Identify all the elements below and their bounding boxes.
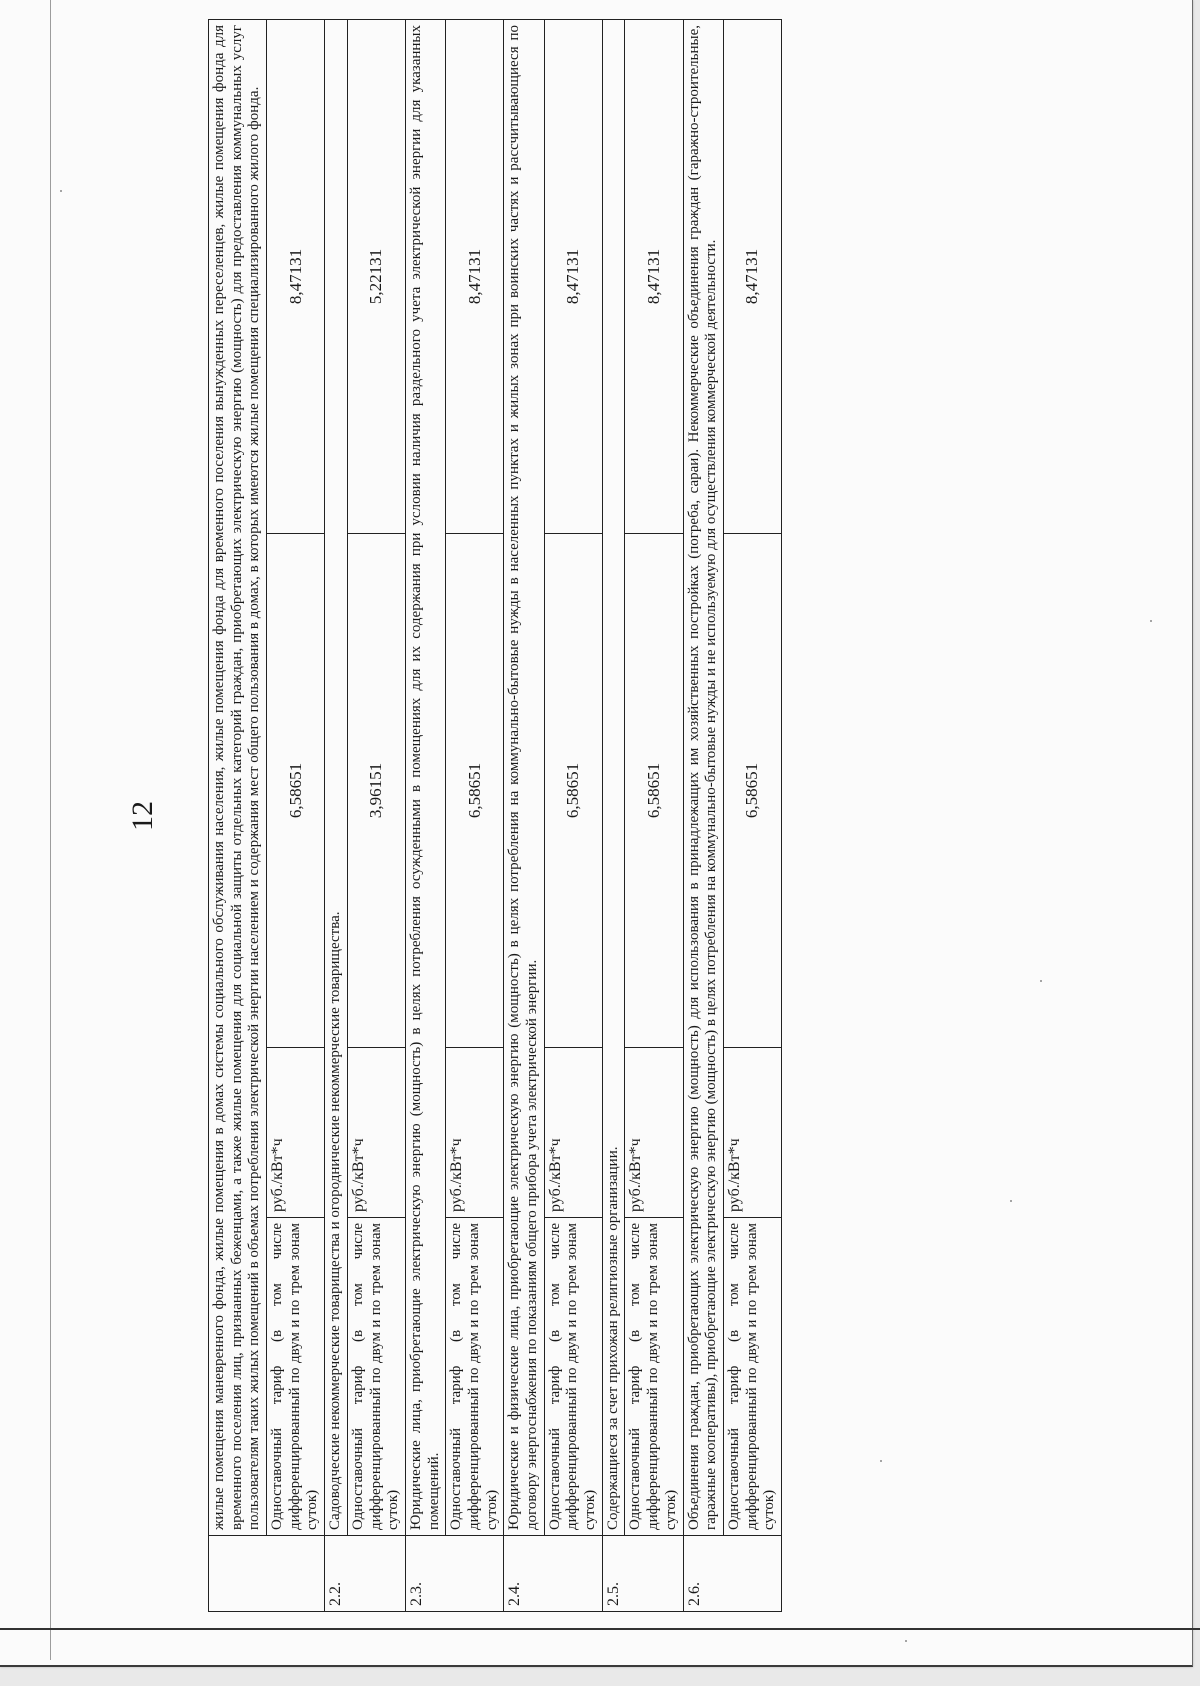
table-row [405,19,445,1611]
row-number: 2.4. [504,1536,602,1612]
unit-label: руб./кВт*ч [267,1048,325,1218]
tariff-value-first-half: 6,58651 [544,534,602,1048]
tariff-value-first-half: 6,58651 [625,534,683,1048]
row-number: 2.2. [325,1536,406,1612]
row-description: жилые помещения маневренного фонда, жилые помещения в домах системы социального обслуживания населения, жилые помещения фонда для временного поселения вынужденных переселенцев, жилые помещения фонда для временного поселения лиц, признанных беженцами, а также жилые помещения для социальной защиты отдельных категорий граждан, приобретающих электрическую энергию (мощность) для предоставления коммунальных услуг пользователям таких жилых помещений в объемах потребления электрической энергии населением и содержания мест общего пользования в домах, в которых имеются жилые помещения специализированного жилого фонда. [209,19,267,1535]
unit-label: руб./кВт*ч [347,1048,405,1218]
row-description: Юридические лица, приобретающие электрическую энергию (мощность) в целях потребления осужденными в помещениях для их содержания при условии наличия раздельного учета электрической энергии для указанных помещений. [405,19,445,1535]
tariff-value-first-half: 3,96151 [347,534,405,1048]
table-row [347,19,405,1611]
tariff-label: Одноставочный тариф (в том числе дифференцированный по двум и по трем зонам суток) [267,1218,325,1536]
scan-edge-line [0,1628,1200,1630]
tariff-label: Одноставочный тариф (в том числе дифференцированный по двум и по трем зонам суток) [446,1218,504,1536]
tariff-label: Одноставочный тариф (в том числе дифференцированный по двум и по трем зонам суток) [723,1218,781,1536]
row-number [209,1536,325,1612]
table-row [602,19,625,1611]
unit-label: руб./кВт*ч [625,1048,683,1218]
table-row [723,19,781,1611]
tariff-value-second-half: 8,47131 [625,19,683,533]
row-number: 2.5. [602,1536,683,1612]
tariff-value-second-half: 8,47131 [544,19,602,533]
tariff-table [208,19,782,1612]
tariff-value-second-half: 8,47131 [267,19,325,533]
table-row [683,19,723,1611]
table-row [625,19,683,1611]
tariff-value-second-half: 8,47131 [723,19,781,533]
binding-edge [50,0,51,1660]
tariff-value-first-half: 6,58651 [723,534,781,1048]
row-description: Содержащиеся за счет прихожан религиозные организации. [602,19,625,1535]
tariff-value-first-half: 6,58651 [446,534,504,1048]
row-description: Садоводческие некоммерческие товарищества и огороднические некоммерческие товарищества. [325,19,348,1535]
unit-label: руб./кВт*ч [446,1048,504,1218]
tariff-label: Одноставочный тариф (в том числе дифференцированный по двум и по трем зонам суток) [625,1218,683,1536]
row-number: 2.3. [405,1536,503,1612]
rotated-table-area [126,20,808,1612]
unit-label: руб./кВт*ч [723,1048,781,1218]
row-description: Юридические и физические лица, приобретающие электрическую энергию (мощность) в целях потребления на коммунально-бытовые нужды в населенных пунктах и жилых зонах при воинских частях и рассчитывающиеся по договору энергоснабжения по показаниям общего прибора учета электрической энергии. [504,19,544,1535]
tariff-value-second-half: 8,47131 [446,19,504,533]
table-row [446,19,504,1611]
unit-label: руб./кВт*ч [544,1048,602,1218]
table-row [209,19,267,1611]
tariff-value-second-half: 5,22131 [347,19,405,533]
row-number: 2.6. [683,1536,781,1612]
table-row [544,19,602,1611]
row-description: Объединения граждан, приобретающих электрическую энергию (мощность) для использования в принадлежащих им хозяйственных постройках (погреба, сараи). Некоммерческие объединения граждан (гаражно-строительные, гаражные кооперативы), приобретающие электрическую энергию (мощность) в целях потребления на коммунально-бытовые нужды и не используемую для осуществления коммерческой деятельности. [683,19,723,1535]
tariff-value-first-half: 6,58651 [267,534,325,1048]
table-row [325,19,348,1611]
tariff-label: Одноставочный тариф (в том числе дифференцированный по двум и по трем зонам суток) [347,1218,405,1536]
page-number: 12 [126,801,159,831]
table-row [267,19,325,1611]
table-row [504,19,544,1611]
tariff-label: Одноставочный тариф (в том числе дифференцированный по двум и по трем зонам суток) [544,1218,602,1536]
